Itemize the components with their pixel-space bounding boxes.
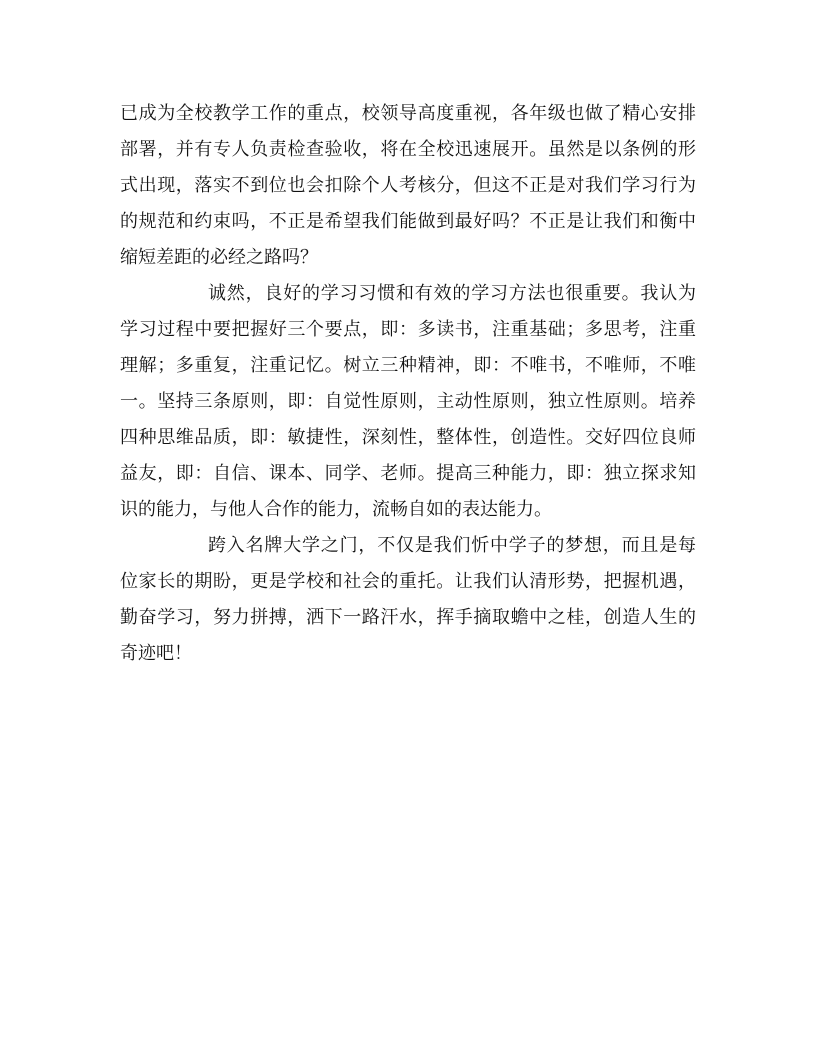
paragraph-2-line-5: 四种思维品质，即：敏捷性，深刻性，整体性，创造性。交好四位良师 xyxy=(120,427,696,448)
paragraph-3-line-4: 奇迹吧！ xyxy=(120,643,192,664)
paragraph-2-line-6: 益友，即：自信、课本、同学、老师。提高三种能力，即：独立探求知 xyxy=(120,463,696,484)
paragraph-1-line-3: 式出现，落实不到位也会扣除个人考核分，但这不正是对我们学习行为 xyxy=(120,175,696,196)
paragraph-3-line-2: 位家长的期盼，更是学校和社会的重托。让我们认清形势，把握机遇， xyxy=(120,571,696,592)
document-body xyxy=(120,96,696,672)
paragraph-3-line-1: 跨入名牌大学之门，不仅是我们忻中学子的梦想，而且是每 xyxy=(208,535,696,556)
paragraph-2-line-2: 学习过程中要把握好三个要点，即：多读书，注重基础；多思考，注重 xyxy=(120,319,696,340)
paragraph-1-line-5: 缩短差距的必经之路吗？ xyxy=(120,247,318,268)
paragraph-2-line-3: 理解；多重复，注重记忆。树立三种精神，即：不唯书，不唯师，不唯 xyxy=(120,355,696,376)
paragraph-3-line-3: 勤奋学习，努力拼搏，洒下一路汗水，挥手摘取蟾中之桂，创造人生的 xyxy=(120,607,696,628)
paragraph-2-line-1: 诚然，良好的学习习惯和有效的学习方法也很重要。我认为 xyxy=(208,283,696,304)
paragraph-2-line-4: 一。坚持三条原则，即：自觉性原则，主动性原则，独立性原则。培养 xyxy=(120,391,696,412)
paragraph-1-line-2: 部署，并有专人负责检查验收，将在全校迅速展开。虽然是以条例的形 xyxy=(120,139,696,160)
paragraph-1-line-4: 的规范和约束吗，不正是希望我们能做到最好吗？不正是让我们和衡中 xyxy=(120,211,696,232)
paragraph-2-line-7: 识的能力，与他人合作的能力，流畅自如的表达能力。 xyxy=(120,499,552,520)
paragraph-1-line-1: 已成为全校教学工作的重点，校领导高度重视，各年级也做了精心安排 xyxy=(120,103,696,124)
